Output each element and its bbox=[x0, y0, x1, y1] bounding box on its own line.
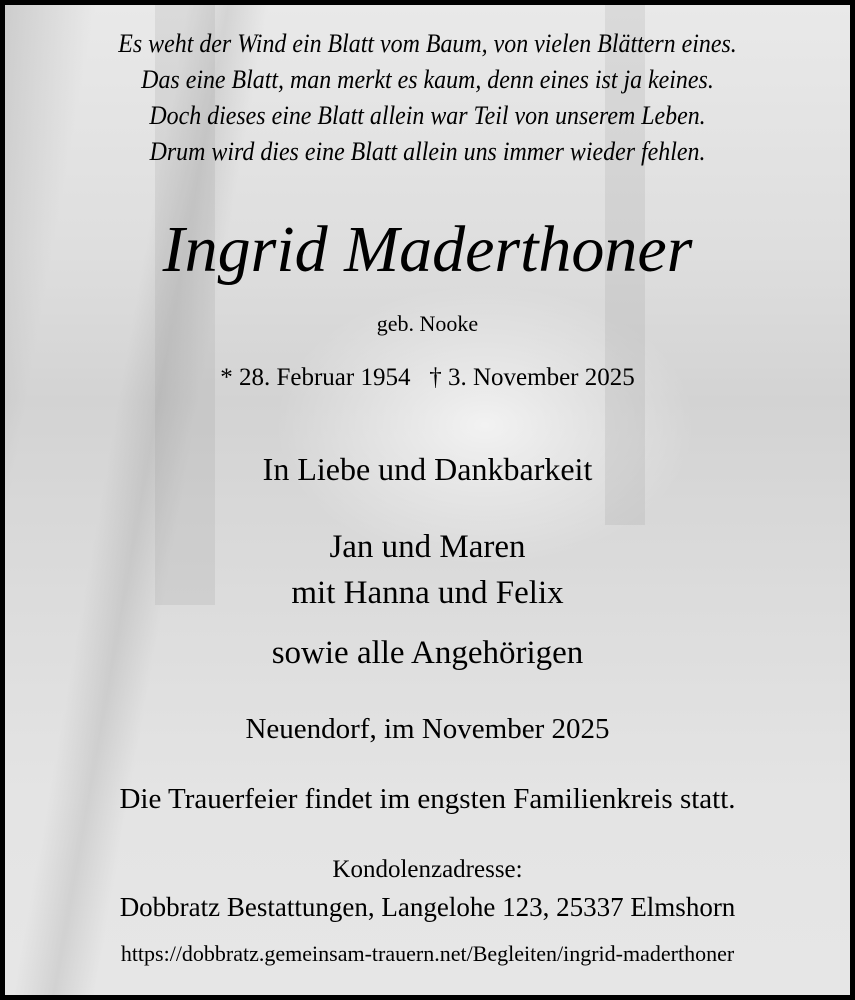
ceremony-note: Die Trauerfeier findet im engsten Familienkreis statt. bbox=[119, 783, 736, 815]
poem-line: Doch dieses eine Blatt allein war Teil von unserem Leben. bbox=[149, 101, 706, 130]
dedication: In Liebe und Dankbarkeit bbox=[262, 451, 593, 487]
poem-line: Das eine Blatt, man merkt es kaum, denn eines ist ja keines. bbox=[141, 65, 714, 94]
poem-line: Es weht der Wind ein Blatt vom Baum, von vielen Blättern eines. bbox=[118, 29, 737, 58]
deceased-name: Ingrid Maderthoner bbox=[162, 213, 693, 286]
death-date: † 3. November 2025 bbox=[429, 364, 635, 391]
poem-line: Drum wird dies eine Blatt allein uns immer wieder fehlen. bbox=[149, 137, 706, 166]
condolence-url[interactable]: https://dobbratz.gemeinsam-trauern.net/Begleiten/ingrid-maderthoner bbox=[120, 941, 735, 966]
birth-date: * 28. Februar 1954 bbox=[220, 364, 411, 391]
obituary-notice bbox=[5, 5, 850, 995]
place-date: Neuendorf, im November 2025 bbox=[245, 713, 610, 745]
maiden-name: geb. Nooke bbox=[376, 311, 479, 336]
life-dates bbox=[5, 365, 850, 390]
mourner-line: sowie alle Angehörigen bbox=[271, 635, 584, 671]
background-tree bbox=[155, 5, 215, 605]
mourner-line: Jan und Maren bbox=[329, 529, 526, 565]
condolence-address: Dobbratz Bestattungen, Langelohe 123, 25337 Elmshorn bbox=[119, 892, 736, 922]
condolence-label: Kondolenzadresse: bbox=[332, 856, 523, 883]
mourner-line: mit Hanna und Felix bbox=[291, 575, 564, 611]
